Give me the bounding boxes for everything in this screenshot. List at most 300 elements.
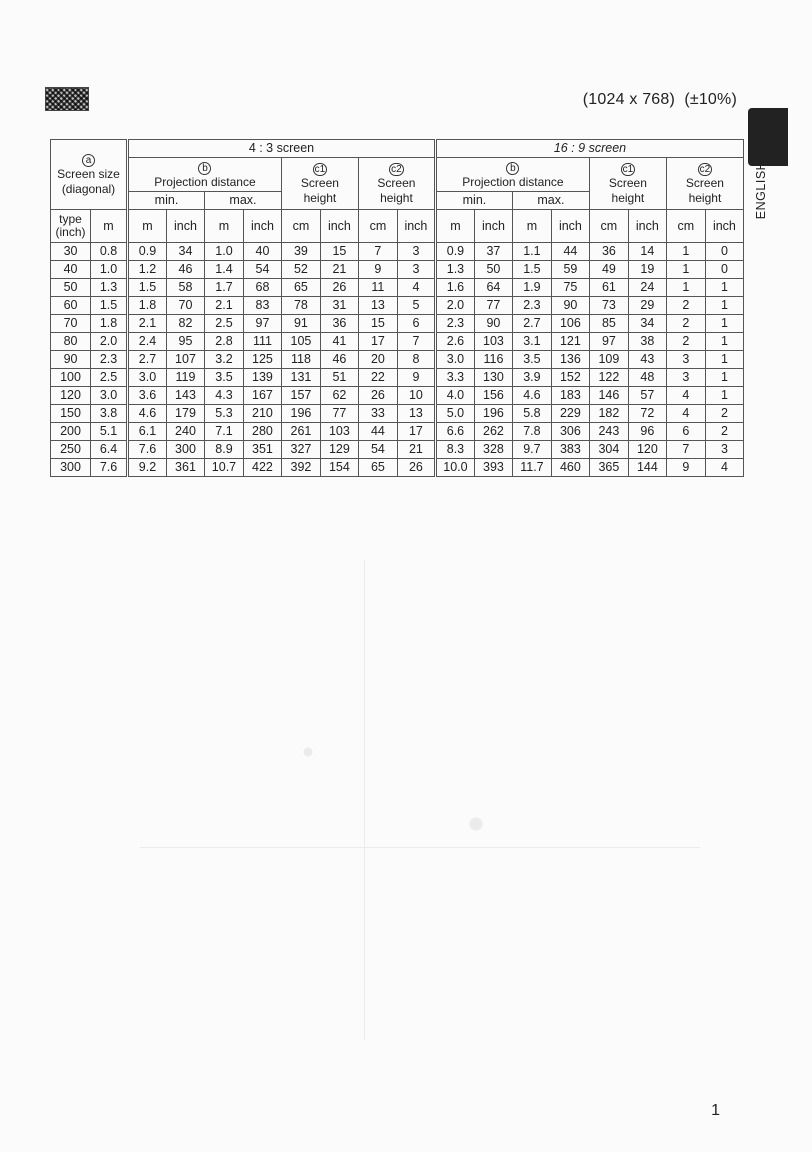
language-tab-marker (748, 108, 788, 166)
table-cell: 39 (281, 243, 320, 261)
table-cell: 1.8 (128, 297, 167, 315)
table-cell: 5.1 (91, 423, 128, 441)
unit-inch: inch (551, 210, 589, 243)
table-cell: 119 (167, 369, 205, 387)
unit-m: m (435, 210, 474, 243)
table-cell: 136 (551, 351, 589, 369)
unit-inch: inch (320, 210, 358, 243)
table-cell: 116 (474, 351, 512, 369)
screen-height-c2-header-169 (666, 158, 743, 210)
table-cell: 3.1 (512, 333, 551, 351)
table-cell: 46 (320, 351, 358, 369)
table-cell: 38 (628, 333, 666, 351)
table-row (51, 459, 744, 477)
table-cell: 1.3 (435, 261, 474, 279)
table-cell: 125 (243, 351, 281, 369)
table-cell: 24 (628, 279, 666, 297)
table-cell: 328 (474, 441, 512, 459)
type-label: type (59, 212, 82, 226)
height-label: height (688, 191, 722, 205)
table-cell: 152 (551, 369, 589, 387)
table-cell: 143 (167, 387, 205, 405)
table-cell: 10 (397, 387, 435, 405)
table-cell: 122 (589, 369, 628, 387)
resolution-note (583, 91, 737, 109)
table-cell: 1.0 (204, 243, 243, 261)
table-cell: 154 (320, 459, 358, 477)
table-cell: 44 (358, 423, 397, 441)
table-cell: 3.2 (204, 351, 243, 369)
min-header-43: min. (128, 192, 205, 210)
unit-cm: cm (281, 210, 320, 243)
page-number: 1 (711, 1102, 720, 1119)
table-cell: 97 (589, 333, 628, 351)
table-cell: 7.6 (91, 459, 128, 477)
table-cell: 392 (281, 459, 320, 477)
table-cell: 2 (666, 333, 705, 351)
table-cell: 7.8 (512, 423, 551, 441)
table-cell: 156 (474, 387, 512, 405)
table-cell: 3 (397, 243, 435, 261)
table-cell: 26 (320, 279, 358, 297)
table-cell: 3.6 (128, 387, 167, 405)
table-cell: 61 (589, 279, 628, 297)
table-cell: 52 (281, 261, 320, 279)
table-cell: 146 (589, 387, 628, 405)
table-cell: 7 (358, 243, 397, 261)
table-cell: 105 (281, 333, 320, 351)
table-body (51, 243, 744, 477)
marker-b-icon: b (198, 162, 211, 175)
table-cell: 36 (589, 243, 628, 261)
table-cell: 83 (243, 297, 281, 315)
table-cell: 60 (51, 297, 91, 315)
table-cell: 106 (551, 315, 589, 333)
table-cell: 4.3 (204, 387, 243, 405)
projection-distance-label: Projection distance (462, 174, 564, 189)
table-cell: 15 (320, 243, 358, 261)
table-cell: 1 (705, 387, 743, 405)
table-cell: 1 (705, 333, 743, 351)
table-cell: 2.5 (91, 369, 128, 387)
table-row (51, 315, 744, 333)
table-cell: 2.3 (512, 297, 551, 315)
table-cell: 3.9 (512, 369, 551, 387)
table-cell: 121 (551, 333, 589, 351)
table-cell: 17 (358, 333, 397, 351)
table-cell: 1.0 (91, 261, 128, 279)
marker-a-icon: a (82, 154, 95, 167)
table-cell: 85 (589, 315, 628, 333)
table-cell: 0 (705, 261, 743, 279)
header-row-2 (51, 158, 744, 192)
table-cell: 2.1 (204, 297, 243, 315)
table-cell: 200 (51, 423, 91, 441)
table-cell: 240 (167, 423, 205, 441)
screen-height-c2-header-43 (358, 158, 435, 210)
table-cell: 361 (167, 459, 205, 477)
table-cell: 1.5 (91, 297, 128, 315)
projection-distance-header-169 (435, 158, 589, 192)
table-cell: 31 (320, 297, 358, 315)
table-cell: 15 (358, 315, 397, 333)
table-cell: 2.3 (91, 351, 128, 369)
table-cell: 2.3 (435, 315, 474, 333)
table-cell: 0 (705, 243, 743, 261)
table-cell: 1.6 (435, 279, 474, 297)
table-cell: 306 (551, 423, 589, 441)
table-cell: 280 (243, 423, 281, 441)
table-cell: 144 (628, 459, 666, 477)
table-cell: 196 (474, 405, 512, 423)
type-inch-header (51, 210, 91, 243)
table-cell: 3.0 (435, 351, 474, 369)
table-cell: 422 (243, 459, 281, 477)
table-cell: 1 (705, 315, 743, 333)
projection-distance-table (50, 139, 744, 477)
table-cell: 262 (474, 423, 512, 441)
table-cell: 51 (320, 369, 358, 387)
table-cell: 4.6 (128, 405, 167, 423)
table-cell: 29 (628, 297, 666, 315)
table-cell: 2.6 (435, 333, 474, 351)
table-cell: 6.1 (128, 423, 167, 441)
table-cell: 1.5 (128, 279, 167, 297)
height-label: height (380, 191, 413, 205)
height-label: height (303, 191, 337, 205)
unit-m: m (128, 210, 167, 243)
table-cell: 30 (51, 243, 91, 261)
table-cell: 10.7 (204, 459, 243, 477)
unit-inch: inch (474, 210, 512, 243)
language-label-text: ENGLISH (754, 160, 769, 220)
table-cell: 7 (397, 333, 435, 351)
screen-label: Screen (685, 176, 724, 190)
table-cell: 7.1 (204, 423, 243, 441)
table-cell: 0.8 (91, 243, 128, 261)
table-cell: 46 (167, 261, 205, 279)
table-cell: 11.7 (512, 459, 551, 477)
table-cell: 7 (666, 441, 705, 459)
table-cell: 48 (628, 369, 666, 387)
unit-inch: inch (397, 210, 435, 243)
table-cell: 3.5 (512, 351, 551, 369)
table-cell: 118 (281, 351, 320, 369)
projection-distance-label: Projection distance (154, 174, 256, 189)
unit-inch: inch (705, 210, 743, 243)
table-cell: 2.0 (91, 333, 128, 351)
table-cell: 59 (551, 261, 589, 279)
table-cell: 183 (551, 387, 589, 405)
table-cell: 460 (551, 459, 589, 477)
table-cell: 34 (167, 243, 205, 261)
table-cell: 4 (397, 279, 435, 297)
tolerance-text: (±10%) (684, 91, 737, 108)
faded-background-diagram (140, 560, 700, 1040)
screen-label: Screen (608, 176, 647, 190)
table-row (51, 297, 744, 315)
table-cell: 5 (397, 297, 435, 315)
inch-label: (inch) (55, 225, 86, 239)
table-cell: 0.9 (128, 243, 167, 261)
table-cell: 7.6 (128, 441, 167, 459)
table-cell: 2.1 (128, 315, 167, 333)
table-cell: 210 (243, 405, 281, 423)
table-cell: 54 (243, 261, 281, 279)
table-row (51, 243, 744, 261)
table-cell: 9 (358, 261, 397, 279)
table-row (51, 441, 744, 459)
table-cell: 100 (51, 369, 91, 387)
screen-height-c1-header-169 (589, 158, 666, 210)
table-cell: 41 (320, 333, 358, 351)
header-16-9-screen: 16 : 9 screen (435, 140, 743, 158)
unit-cm: cm (358, 210, 397, 243)
table-cell: 75 (551, 279, 589, 297)
table-cell: 130 (474, 369, 512, 387)
min-header-169: min. (435, 192, 512, 210)
table-cell: 2.7 (128, 351, 167, 369)
marker-c2-icon: c2 (391, 164, 402, 175)
diagonal-label: (diagonal) (61, 182, 116, 196)
table-cell: 1.4 (204, 261, 243, 279)
table-cell: 4 (705, 459, 743, 477)
table-cell: 4 (666, 405, 705, 423)
table-cell: 1 (666, 279, 705, 297)
table-cell: 26 (397, 459, 435, 477)
table-cell: 77 (320, 405, 358, 423)
table-cell: 5.8 (512, 405, 551, 423)
table-cell: 103 (474, 333, 512, 351)
table-cell: 50 (474, 261, 512, 279)
table-cell: 21 (397, 441, 435, 459)
table-cell: 78 (281, 297, 320, 315)
table-row (51, 405, 744, 423)
table-cell: 20 (358, 351, 397, 369)
table-cell: 3 (705, 441, 743, 459)
table-cell: 2.4 (128, 333, 167, 351)
table-cell: 120 (51, 387, 91, 405)
table-cell: 120 (628, 441, 666, 459)
table-cell: 26 (358, 387, 397, 405)
table-cell: 300 (167, 441, 205, 459)
language-label (744, 160, 778, 220)
table-cell: 1.8 (91, 315, 128, 333)
table-cell: 90 (551, 297, 589, 315)
table-cell: 5.0 (435, 405, 474, 423)
table-cell: 1 (666, 243, 705, 261)
table-row (51, 261, 744, 279)
table-cell: 5.3 (204, 405, 243, 423)
table-cell: 182 (589, 405, 628, 423)
unit-cm: cm (589, 210, 628, 243)
table-cell: 129 (320, 441, 358, 459)
table-cell: 1 (666, 261, 705, 279)
table-cell: 157 (281, 387, 320, 405)
screen-label: Screen (300, 176, 339, 190)
table-cell: 351 (243, 441, 281, 459)
table-cell: 3 (666, 369, 705, 387)
header-4-3-screen: 4 : 3 screen (128, 140, 436, 158)
table-cell: 70 (51, 315, 91, 333)
table-cell: 179 (167, 405, 205, 423)
table-cell: 6 (397, 315, 435, 333)
table-cell: 2 (705, 423, 743, 441)
table-row (51, 387, 744, 405)
table-cell: 9 (666, 459, 705, 477)
table-cell: 150 (51, 405, 91, 423)
table-cell: 2 (705, 405, 743, 423)
table-cell: 1.2 (128, 261, 167, 279)
table-cell: 2 (666, 297, 705, 315)
table-cell: 58 (167, 279, 205, 297)
table-cell: 250 (51, 441, 91, 459)
hitachi-logo-icon (45, 87, 89, 111)
table-cell: 229 (551, 405, 589, 423)
projection-distance-header-43 (128, 158, 282, 192)
unit-m: m (204, 210, 243, 243)
table-cell: 1.5 (512, 261, 551, 279)
table-cell: 131 (281, 369, 320, 387)
table-cell: 9.2 (128, 459, 167, 477)
table-cell: 2.5 (204, 315, 243, 333)
resolution-text: (1024 x 768) (582, 91, 676, 108)
table-cell: 10.0 (435, 459, 474, 477)
table-cell: 33 (358, 405, 397, 423)
table-cell: 70 (167, 297, 205, 315)
screen-size-label: Screen size (57, 167, 120, 181)
table-cell: 9.7 (512, 441, 551, 459)
table-cell: 11 (358, 279, 397, 297)
table-cell: 1.3 (91, 279, 128, 297)
table-cell: 3.0 (128, 369, 167, 387)
table-cell: 65 (358, 459, 397, 477)
table-cell: 139 (243, 369, 281, 387)
table-cell: 37 (474, 243, 512, 261)
table-cell: 103 (320, 423, 358, 441)
table-row (51, 351, 744, 369)
table-cell: 109 (589, 351, 628, 369)
table-cell: 3.0 (91, 387, 128, 405)
table-cell: 6 (666, 423, 705, 441)
unit-cm: cm (666, 210, 705, 243)
table-cell: 73 (589, 297, 628, 315)
table-cell: 4.0 (435, 387, 474, 405)
table-cell: 1 (705, 297, 743, 315)
table-cell: 2.7 (512, 315, 551, 333)
table-cell: 2 (666, 315, 705, 333)
table-cell: 4 (666, 387, 705, 405)
table-cell: 57 (628, 387, 666, 405)
header-row-1 (51, 140, 744, 158)
table-cell: 0.9 (435, 243, 474, 261)
table-cell: 3.8 (91, 405, 128, 423)
table-cell: 4.6 (512, 387, 551, 405)
table-cell: 44 (551, 243, 589, 261)
unit-m: m (512, 210, 551, 243)
table-cell: 304 (589, 441, 628, 459)
table-cell: 68 (243, 279, 281, 297)
table-cell: 64 (474, 279, 512, 297)
table-cell: 50 (51, 279, 91, 297)
table-cell: 3.5 (204, 369, 243, 387)
screen-label: Screen (377, 176, 416, 190)
table-cell: 43 (628, 351, 666, 369)
table-row (51, 369, 744, 387)
table-cell: 300 (51, 459, 91, 477)
table-cell: 107 (167, 351, 205, 369)
table-row (51, 333, 744, 351)
marker-c2-icon: c2 (699, 164, 711, 175)
table-cell: 261 (281, 423, 320, 441)
table-cell: 1 (705, 369, 743, 387)
unit-row (51, 210, 744, 243)
table-cell: 8.3 (435, 441, 474, 459)
table-cell: 1 (705, 279, 743, 297)
max-header-43: max. (204, 192, 281, 210)
table-cell: 3 (397, 261, 435, 279)
table-cell: 111 (243, 333, 281, 351)
table-cell: 34 (628, 315, 666, 333)
table-cell: 6.4 (91, 441, 128, 459)
table-cell: 1 (705, 351, 743, 369)
height-label: height (611, 191, 645, 205)
marker-c1-icon: c1 (622, 164, 634, 175)
unit-m: m (91, 210, 128, 243)
table-cell: 3 (666, 351, 705, 369)
table-cell: 167 (243, 387, 281, 405)
table-cell: 40 (243, 243, 281, 261)
table-cell: 9 (397, 369, 435, 387)
unit-inch: inch (167, 210, 205, 243)
table-row (51, 279, 744, 297)
table-cell: 3.3 (435, 369, 474, 387)
table-cell: 1.1 (512, 243, 551, 261)
table-cell: 8.9 (204, 441, 243, 459)
table-cell: 90 (474, 315, 512, 333)
table-cell: 91 (281, 315, 320, 333)
table-cell: 19 (628, 261, 666, 279)
unit-inch: inch (628, 210, 666, 243)
table-cell: 95 (167, 333, 205, 351)
table-cell: 40 (51, 261, 91, 279)
table-cell: 1.9 (512, 279, 551, 297)
table-cell: 383 (551, 441, 589, 459)
table-cell: 82 (167, 315, 205, 333)
table-cell: 54 (358, 441, 397, 459)
table-cell: 36 (320, 315, 358, 333)
marker-b-icon: b (506, 162, 519, 175)
unit-inch: inch (243, 210, 281, 243)
table-cell: 327 (281, 441, 320, 459)
table-cell: 49 (589, 261, 628, 279)
table-cell: 196 (281, 405, 320, 423)
table-cell: 17 (397, 423, 435, 441)
marker-c1-icon: c1 (314, 164, 326, 175)
table-row (51, 423, 744, 441)
table-cell: 22 (358, 369, 397, 387)
table-cell: 393 (474, 459, 512, 477)
table-cell: 14 (628, 243, 666, 261)
table-cell: 65 (281, 279, 320, 297)
screen-height-c1-header-43 (281, 158, 358, 210)
table-cell: 72 (628, 405, 666, 423)
table-cell: 2.8 (204, 333, 243, 351)
table-cell: 77 (474, 297, 512, 315)
table-cell: 62 (320, 387, 358, 405)
table-cell: 21 (320, 261, 358, 279)
table-cell: 13 (397, 405, 435, 423)
